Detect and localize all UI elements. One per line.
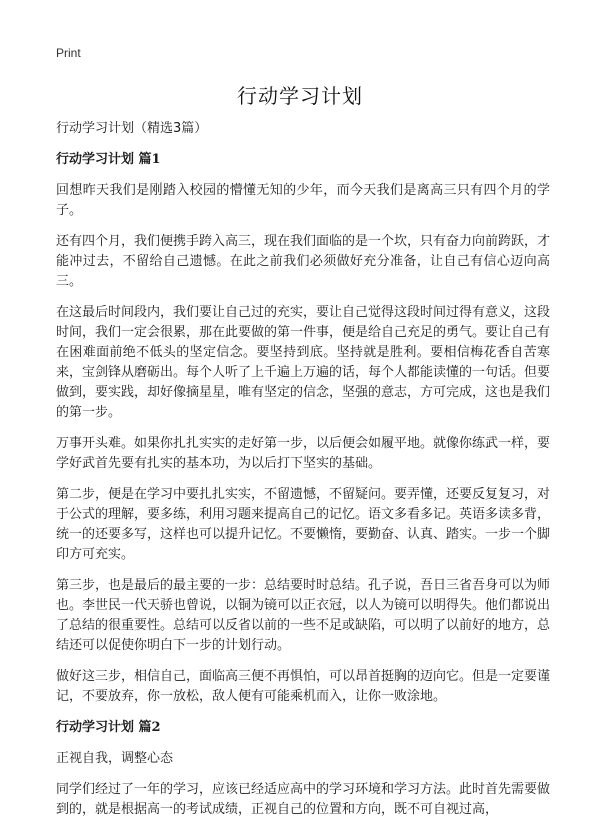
section-heading-2: 行动学习计划 篇2: [56, 720, 161, 735]
paragraph: 还有四个月，我们便携手跨入高三，现在我们面临的是一个坎，只有奋力向前跨跃，才能冲过去，不留给自己遗憾。在此之前我们必须做好充分准备，让自己有信心迈向高三。: [56, 234, 551, 289]
paragraph: 第三步，也是最后的最主要的一步：总结要时时总结。孔子说，吾日三省吾身可以为师也。李世民一代天骄也曾说，以铜为镜可以正衣冠，以人为镜可以明得失。他们都说出了总结的很重要性。总结可以反省以前的一些不足或缺陷，可以明了以前好的地方，总结还可以促使你明白下一步的计划行动。: [56, 578, 551, 653]
paragraph: 在这最后时间段内，我们要让自己过的充实，要让自己觉得这段时间过得有意义，这段时间，我们一定会很累，那在此要做的第一件事，便是给自己充足的勇气。要让自己有在困难面前绝不低头的坚定信念。要坚持到底。坚持就是胜利。要相信梅花香自苦寒来，宝剑锋从磨砺出。每个人听了上千遍上万遍的话，每个人都能读懂的一句话。但要做到，要实践，却好像摘星星，唯有坚定的信念，坚强的意志，方可完成，这也是我们的第一步。: [56, 305, 551, 420]
document-title: 行动学习计划: [237, 84, 363, 108]
paragraph: 万事开头难。如果你扎扎实实的走好第一步，以后便会如履平地。就像你练武一样，要学好武首先要有扎实的基本功，为以后打下坚实的基础。: [56, 436, 551, 471]
section-heading-1: 行动学习计划 篇1: [56, 152, 161, 167]
document-body: [56, 119, 550, 828]
paragraph: 做好这三步，相信自己，面临高三便不再惧怕，可以昂首挺胸的迈向它。但是一定要谨记，不要放弃，你一放松，敌人便有可能乘机而入，让你一败涂地。: [56, 669, 551, 704]
paragraph: 回想昨天我们是刚踏入校园的懵懂无知的少年，而今天我们是离高三只有四个月的学子。: [56, 183, 550, 218]
paragraph: 同学们经过了一年的学习，应该已经适应高中的学习环境和学习方法。此时首先需要做到的，就是根据高一的考试成绩，正视自己的位置和方向，既不可自视过高，: [56, 782, 551, 817]
document-subtitle: 行动学习计划（精选3篇）: [56, 121, 208, 136]
paragraph: 第二步，便是在学习中要扎扎实实，不留遗憾，不留疑问。要弄懂，还要反复复习，对于公式的理解，要多练，利用习题来提高自己的记忆。语文多看多记。英语多读多背，统一的还要多写，这样也可以提升记忆。不要懒惰，要勤奋、认真、踏实。一步一个脚印方可充实。: [56, 487, 551, 562]
paragraph: 正视自我，调整心态: [56, 751, 174, 766]
print-label[interactable]: Print: [56, 46, 81, 60]
